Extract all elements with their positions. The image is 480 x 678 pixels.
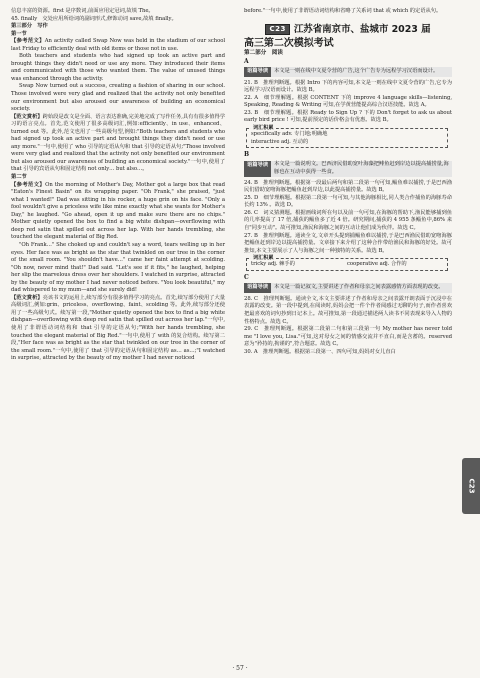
answer-26: 26. C 词义猜测题。根据画线词所在句以及前一句可知,在海豚的帮助下,渔民能够捕到鱼的几率提高了 17 倍,捕获的鲻鱼多了近 4 倍。研究期间,捕获的 4 955 条鲻鱼中,86% 来自"同步互动"。故可推知,渔民和海豚之间的互动让他们成为伙伴。故选 C。 [244, 209, 452, 232]
vocab-item: interactive adj. 互动的 [251, 138, 309, 145]
exam-code-badge: C23 [265, 24, 289, 36]
guide-label: 语篇导读 [244, 283, 271, 293]
answer-24: 24. B 推理判断题。根据第一段最后两句和第二段第一句可知,鲻鱼难以捕捞,于是巴西渔民们借助宽吻海豚把鲻鱼赶到岸边,以此提高捕捞量。故选 B。 [244, 179, 452, 194]
answer-27: 27. B 推理判断题。通读全文,文章开头提到捕鲻鱼难以捕捞,于是巴西渔民借助宽吻海豚把鲻鱼赶到岸边以提高捕捞量。文章接下来介绍了这种合作带给渔民和海豚的好处。故可推知,本文主要展示了人与海豚之间一种独特的关系。故选 B。 [244, 232, 452, 254]
passage-c-guide [244, 283, 452, 293]
guide-label: 语篇导读 [244, 67, 271, 77]
guide-text: 本文是一篇记叙文,主要讲述了作者和母亲之间表露感情方面表现的改变。 [274, 283, 444, 290]
exam-banner [244, 24, 452, 36]
vocab-box-b [246, 255, 448, 271]
answer-28: 28. C 推理判断题。通读全文,本文主要讲述了作者和母亲之间表露开朗表面于沉浸中在表露的改变。第一段中提到,在阅读时,妈妈会把一件个作者阅感过无聊的句子,而作者喜欢把最喜欢的词句抄到日记本上。故可推知,第一段通过描述两人读书不同表现来导入人物的性格特点。故选 C。 [244, 295, 452, 325]
exam-region-title: 江苏省南京市、盐城市 2023 届 [293, 23, 431, 35]
reference-essay-2-para2: "Oh Frank…" She choked up and couldn't say a word, tears welling up in her eyes. Her face was as bright as the star that twinkled on our tree in the corner of the small room. "You shouldn't have…" came her faint attempt at scolding. "Oh now, never mind that!" Dad said. "Let's see if it fits," he laughed, helping her slip the marvelous dress over her shoulders. I watched in surprise, attracted by the beauty of my mother I had never noticed before. "You look beautiful," my dad whispered to my mum—and she surely did! [11, 241, 225, 294]
answer-29: 29. C 推理判断题。根据第二段第二句和第三段第一句 My mother has never told me "I love you, Lisa."可知,这对母女之间的情感交流并不直白,而是含蓄的。reserved 意为"矜持的,拘谨的",符合题意。故选 C。 [244, 326, 452, 348]
section-2-heading: 第二节 [11, 174, 27, 181]
reference-essay-1-para2: Both teachers and students who had signed up took an active part and brought things they didn't need or use any more. They introduced their items and communicated with those who wanted them. The value of unused things was enhanced through the activity. [11, 53, 225, 82]
passage-a-guide [244, 67, 452, 77]
side-tab-marker: C23 [462, 458, 480, 514]
reference-essay-2: 【参考范文】On the morning of Mother's Day, Mother got a large box that read "Eaton's Finest Basin" on its wrapping paper. "Oh Frank," she praised, "just what I wanted!" Dad was sitting in his rocker, a huge grin on his face. "Only a fool wouldn't give a priceless wife like mine exactly what she wants for Mother's Day," he laughed. "Go ahead, open it up and make sure there are no chips." Mother quietly opened the box to find a big white dishpan—overflowing with deep red satin that spilled out across her lap. With her hands trembling, she touched the elegant material of Big Red. [11, 181, 226, 241]
passage-c-heading: C [244, 273, 249, 281]
passage-a-heading: A [244, 57, 249, 65]
reference-essay-1-para3: Swap Now turned out a success, creating a fashion of sharing in our school. Those involved were very glad and realized that the activity not only benefited our environment but also aroused our awareness of building an economical society. [11, 83, 225, 113]
passage-b-guide [244, 161, 452, 177]
vocab-box-a [246, 125, 448, 148]
guide-text: 本文是一篇说明文。巴西济民借助宽叶海藻把鲱鱼赶到岸边以提高捕捞量,海豚也在互动中获得一些食。 [274, 161, 449, 175]
passage-b-heading: B [244, 151, 250, 159]
reference-essay-1: 【参考范文】An activity called Swap Now was held in the stadium of our school last Friday to efficiently deal with old items or those not in use. [11, 38, 225, 52]
answer-22: 22. A 细节理解题。根据 CONTENT 下的 improve 4 language skills—listening, Speaking, Reading & Writing 可知,在学黄营能提高综合汉语技能。故选 A。 [244, 94, 452, 109]
answer-21: 21. B 推理判断题。根据 Intro 下的内容可知,本文是一则在线中文夏令营的广告,它专为远程学习汉语而设计。故选 B。 [244, 79, 452, 94]
essay-analysis-1: 【范文赏析】跨始段是改文是全面、语言表达准确,完美地完成了写作任务,具有有很多值得学习的语言亮点。首先,范文使用了很多高级词汇,例如:efficiently、in use、enhanced、turned out 等。此外,范文也用了一些高级句型,例如:"Both teachers and students who had signed up took an active part and brought things they didn't need or use any more."一句中,使用了 who 引导的定语从句和 that 引导的定语从句;"Those involved were very glad and realized that the activity not only benefited our environment but also aroused our awareness of building an economical society."一句中,使用了 that 引导的宾语从句和固定结构 not only… but also…。 [11, 113, 225, 173]
left-column [11, 8, 225, 363]
essay-analysis-2: 【范文赏析】亮该书文的运用上,续写部分有很多值得学习的亮点。首先,续写部分使用了大量高级词汇,例如:grin、priceless、overflowing、faint、scolding 等。此外,续写部分还使用了一些高级句式。续写第一段,"Mother quietly opened the box to find a big white dishpan—overflowing with deep red satin that spilled out across her lap."一句中,使用了非谓语动词结构和 that 引导的定语从句;"With her hands trembling, she touched the elegant material of Big Red."一句中,使用了 with 的复合结构。续写第二段,"Her face was as bright as the star that twinkled on our tree in the corner of the small room."一句中,使用了 that 引导的定语从句和固定结构 as… as…;"I watched in surprise, attracted by the beauty of my mother I had never noticed [11, 294, 225, 362]
right-column [244, 8, 452, 356]
section-1-heading: 第一节 [11, 30, 27, 37]
answer-30: 30. A 推理判断题。根据第三段第一、四句可知,妈妈对女儿直白 [244, 348, 396, 355]
exam-title: 高三第二次模拟考试 [244, 38, 334, 50]
vocab-item: specifically adv. 专门地;明确地 [251, 131, 328, 138]
guide-label: 语篇导读 [244, 161, 271, 177]
answer-45: 45. finally 交处应用所给词的副词形式,修饰动词 save,故填 finally。 [11, 15, 177, 22]
vocab-heading: 词汇积累 [253, 125, 274, 132]
answer-25: 25. D 细节理解题。根据第二段第一句可知,与其他海豚相比,同人类合作捕鱼的海豚寿命长约 13% 。故选 D。 [244, 194, 452, 209]
guide-text: 本文是一则在线中文夏令营的广告,这个广告专为远程学习汉语而设计。 [274, 67, 439, 74]
section-title-writing: 第三部分 写作 [11, 23, 48, 30]
page-number: · 57 · [232, 665, 248, 672]
vocab-item: cooperative adj. 合作的 [347, 261, 407, 268]
vocab-heading: 词汇积累 [253, 255, 274, 262]
vocab-item: tricky adj. 棘手的 [251, 261, 295, 268]
part-title-reading: 第二部分 阅读 [244, 50, 283, 57]
analysis-continuation: before."一句中,使用了非谓语动词结构和省略了关系词 that 或 which 的定语从句。 [244, 8, 442, 14]
vocab-row [251, 261, 443, 269]
answer-intro: 信息丰富的资源。first 是序数词,前面应用定冠词,故填 The。 [11, 8, 154, 14]
answer-23: 23. B 细节理解题。根据 Ready to Sign Up ? 下的 Don't forget to ask us about early bird price ! 可知,提前预定的话价格会有优惠。故选 B。 [244, 109, 452, 124]
